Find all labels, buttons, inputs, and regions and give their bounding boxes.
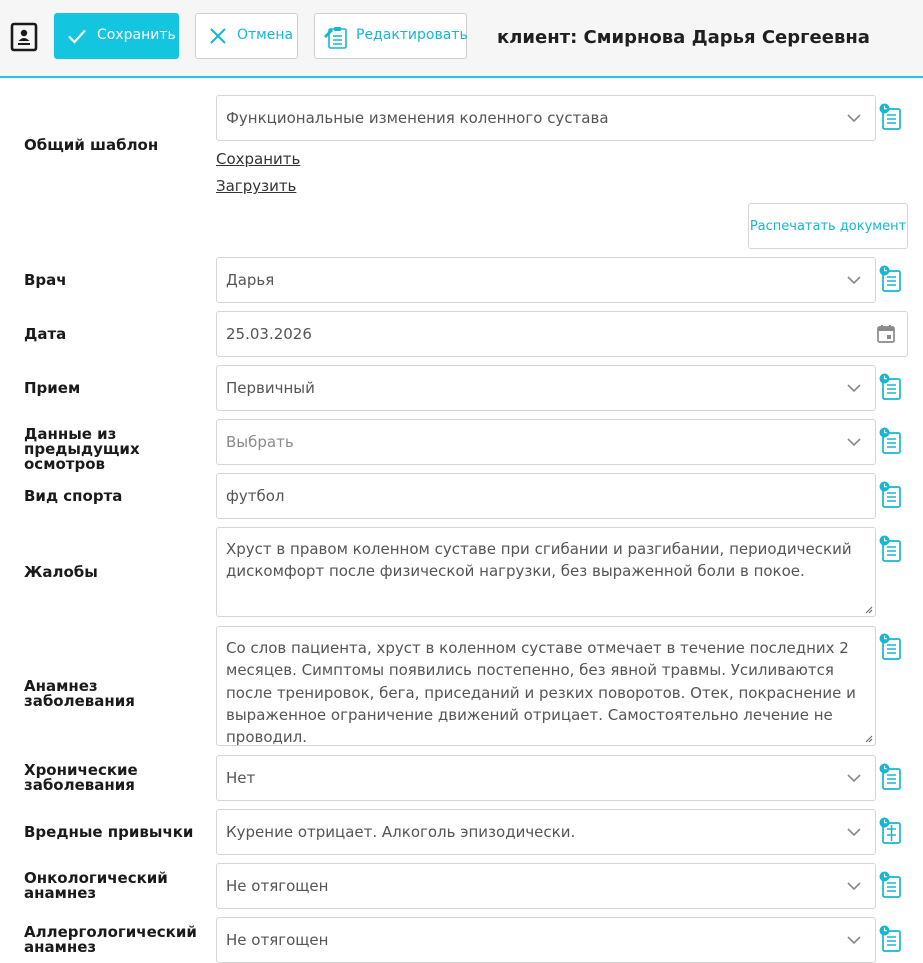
history-clipboard-icon[interactable] (879, 427, 903, 455)
complaints-label: Жалобы (24, 563, 98, 581)
edit-button-label: Редактировать (356, 27, 468, 43)
chevron-down-icon (847, 881, 861, 891)
complaints-textarea[interactable] (216, 527, 876, 617)
oncology-select[interactable] (216, 863, 876, 909)
check-icon (67, 26, 87, 46)
history-clipboard-icon[interactable] (879, 817, 903, 845)
calendar-icon[interactable] (876, 324, 896, 344)
visit-label: Прием (24, 379, 81, 397)
visit-select[interactable] (216, 365, 876, 411)
chevron-down-icon (847, 275, 861, 285)
template-select[interactable] (216, 95, 876, 141)
save-button[interactable] (54, 13, 179, 59)
complaints-text: Хруст в правом коленном суставе при сгибании и разгибании, периодический дискомфорт после физической нагрузки, без выраженной боли в покое. (226, 540, 852, 581)
top-toolbar (0, 0, 923, 78)
history-clipboard-icon[interactable] (879, 871, 903, 899)
history-clipboard-icon[interactable] (879, 481, 903, 509)
previous-exams-placeholder: Выбрать (226, 433, 294, 451)
chronic-label: Хронические заболевания (24, 761, 138, 794)
sport-input-value: футбол (226, 487, 285, 505)
close-icon (208, 26, 228, 46)
history-clipboard-icon[interactable] (879, 373, 903, 401)
doctor-select[interactable] (216, 257, 876, 303)
chevron-down-icon (847, 383, 861, 393)
resize-grip-icon[interactable] (863, 604, 873, 614)
doctor-select-value: Дарья (226, 271, 275, 289)
sport-input[interactable] (216, 473, 876, 519)
edit-clipboard-icon (323, 24, 349, 50)
save-button-label: Сохранить (97, 27, 176, 43)
template-save-link[interactable]: Сохранить (216, 150, 301, 168)
template-label: Общий шаблон (24, 136, 159, 154)
cancel-button[interactable] (195, 13, 298, 59)
chronic-select[interactable] (216, 755, 876, 801)
history-clipboard-icon[interactable] (879, 265, 903, 293)
oncology-label: Онкологический анамнез (24, 869, 168, 902)
document-icon[interactable] (10, 22, 38, 52)
resize-grip-icon[interactable] (863, 733, 873, 743)
date-label: Дата (24, 325, 67, 343)
doctor-label: Врач (24, 271, 67, 289)
sport-label: Вид спорта (24, 487, 123, 505)
visit-select-value: Первичный (226, 379, 315, 397)
date-input[interactable] (216, 311, 908, 357)
habits-select-value: Курение отрицает. Алкоголь эпизодически. (226, 823, 576, 841)
chronic-select-value: Нет (226, 769, 256, 787)
history-clipboard-icon[interactable] (879, 633, 903, 661)
cancel-button-label: Отмена (237, 27, 294, 43)
anamnesis-textarea[interactable] (216, 626, 876, 746)
anamnesis-text: Со слов пациента, хруст в коленном суставе отмечает в течение последних 2 месяцев. Симптомы появились постепенно, без явной травмы. Усиливаются после тренировок, бега, приседаний и резких поворотов. Отек, покраснение и выраженное ограничение движений отрицает. Самостоятельно лечение не проводил. (226, 639, 856, 747)
page-title: клиент: Смирнова Дарья Сергеевна (497, 27, 870, 48)
chevron-down-icon (847, 935, 861, 945)
history-clipboard-icon[interactable] (879, 925, 903, 953)
history-clipboard-icon[interactable] (879, 103, 903, 131)
history-clipboard-icon[interactable] (879, 535, 903, 563)
anamnesis-label: Анамнез заболевания (24, 677, 135, 710)
chevron-down-icon (847, 827, 861, 837)
allergy-select-value: Не отягощен (226, 931, 329, 949)
previous-exams-select[interactable] (216, 419, 876, 465)
date-input-value: 25.03.2026 (226, 325, 312, 343)
print-document-button[interactable]: Распечатать документ (748, 203, 908, 249)
allergy-label: Аллергологический анамнез (24, 923, 197, 956)
previous-exams-label: Данные из предыдущих осмотров (24, 425, 140, 473)
habits-select[interactable] (216, 809, 876, 855)
template-select-value: Функциональные изменения коленного сустава (226, 109, 609, 127)
template-load-link[interactable]: Загрузить (216, 177, 297, 195)
chevron-down-icon (847, 437, 861, 447)
chevron-down-icon (847, 113, 861, 123)
habits-label: Вредные привычки (24, 823, 194, 841)
oncology-select-value: Не отягощен (226, 877, 329, 895)
history-clipboard-icon[interactable] (879, 763, 903, 791)
edit-button[interactable] (314, 13, 467, 59)
chevron-down-icon (847, 773, 861, 783)
allergy-select[interactable] (216, 917, 876, 963)
